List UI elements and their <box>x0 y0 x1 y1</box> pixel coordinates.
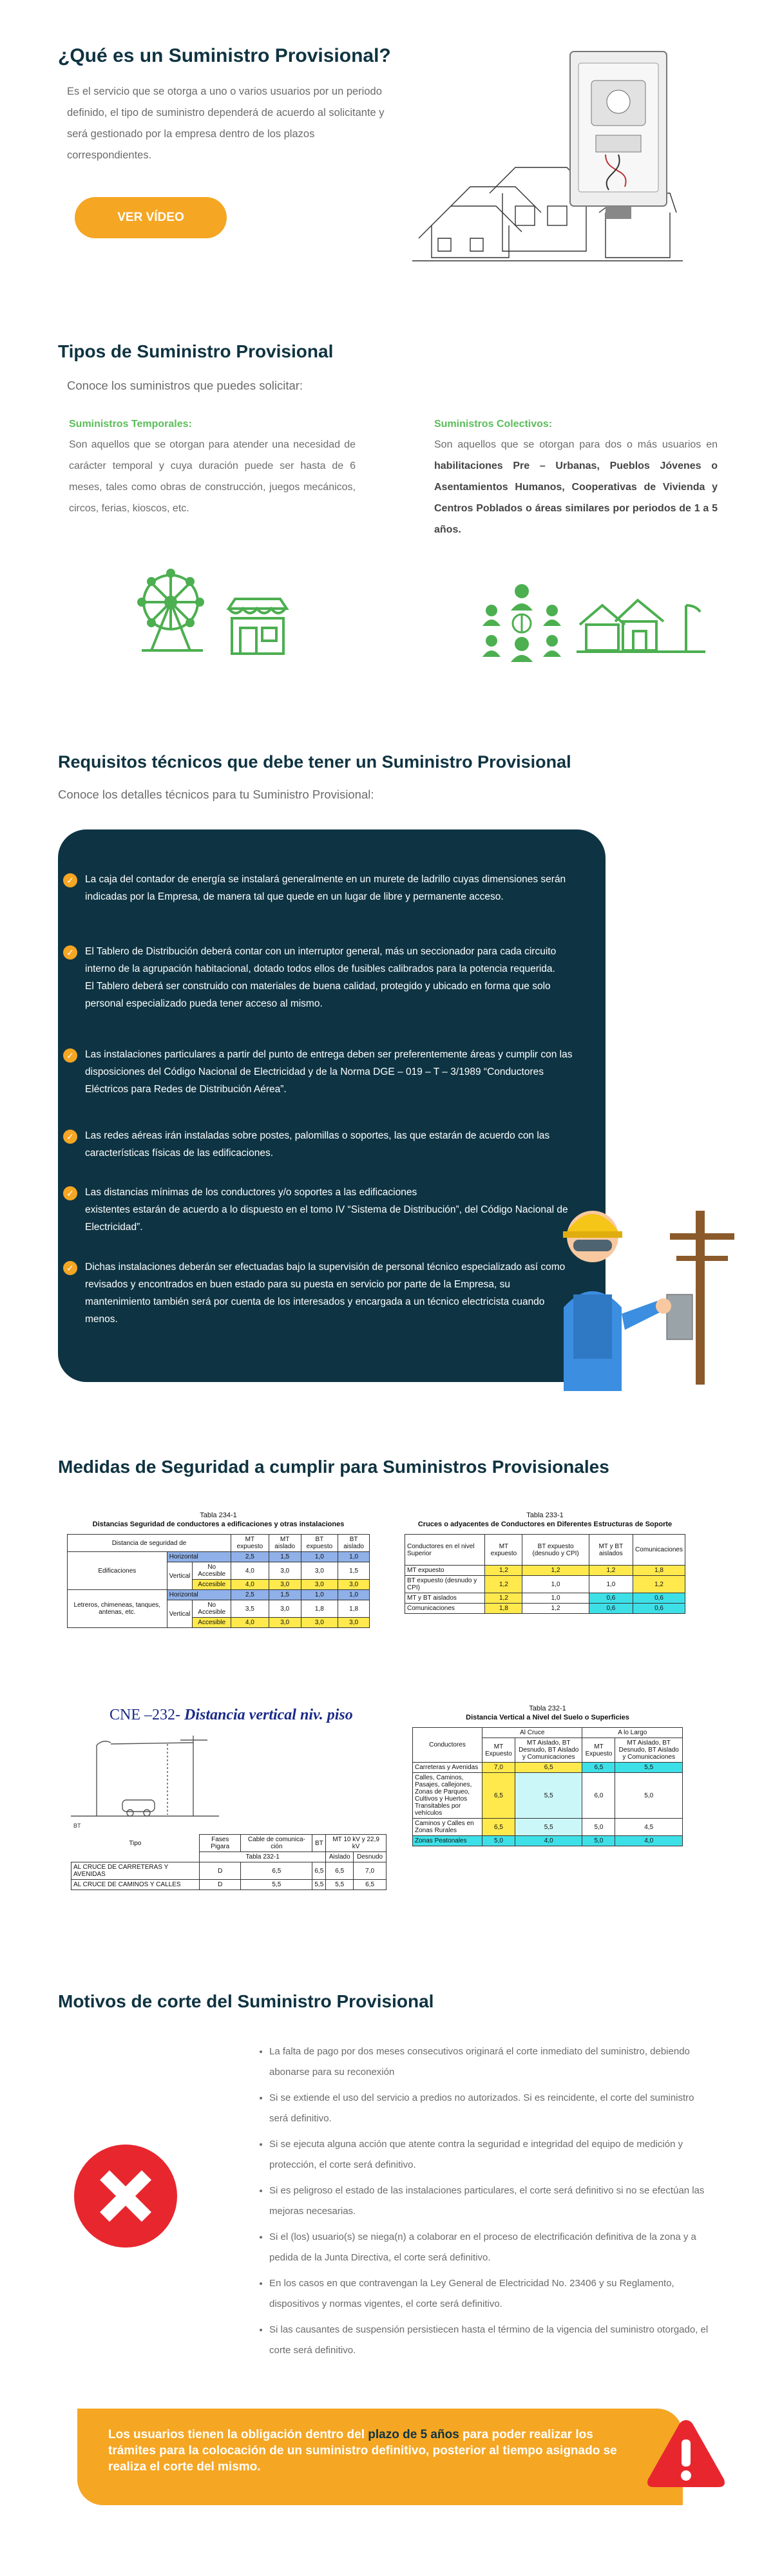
list-item: • En los casos en que contravengan la Ley General de Electricidad No. 23406 y su Reglamento, dispositivos y normas vigentes, el corte será definitivo. <box>269 2273 709 2315</box>
requirements-subtitle: Conoce los detalles técnicos para tu Suministro Provisional: <box>58 788 374 801</box>
hero-description: Es el servicio que se otorga a uno o varios usuarios por un periodo definido, el tipo de suministro dependerá de acuerdo al solicitante y será gestionado por la empresa dentro de los plazos correspondientes. <box>67 86 385 161</box>
list-item: • Si es peligroso el estado de las instalaciones particulares, el corte será definitivo si no se efectúan las mejoras necesarias. <box>269 2181 709 2222</box>
community-people-icon <box>480 580 564 663</box>
street-pole-diagram-icon <box>71 1732 219 1829</box>
houses-streetlight-icon <box>577 592 705 657</box>
hero-title: ¿Qué es un Suministro Provisional? <box>58 45 391 66</box>
table-234-1: Tabla 234-1 Distancias Seguridad de conductores a edificaciones y otras instalaciones Distancia de seguridad de MT expuesto MT aislado BT expuesto BT aislado Edificaciones Horizontal 2,5 1,5 1,0 1,0 Vertical No Accesible 4,0 3,0 3,0 1,5 Accesible 4,0 3,0 3,0 3,0 Letreros, chimeneas, tanques, antenas, etc. Horizontal 2,5 1,5 1,0 1,0 Vertical No Accesible 3,5 3,0 1,8 1,8 Accesible 4,0 3,0 3,0 3,0 <box>67 1511 370 1628</box>
requirements-title: Requisitos técnicos que debe tener un Suministro Provisional <box>58 752 571 772</box>
meter-box-houses-illustration <box>412 45 683 264</box>
temporary-heading: Suministros Temporales: <box>69 419 192 430</box>
requirement-item: ✓ Las instalaciones particulares a partir del punto de entrega deben ser preferentemente áreas y cumplir con las disposiciones del Código Nacional de Electricidad y de la Norma DGE – 019 – T – 3/1989 “Conductores Eléctricos para Redes de Distribución Aérea”. <box>85 1046 575 1098</box>
cne-232-heading: CNE –232- Distancia vertical niv. piso <box>110 1707 353 1723</box>
cne-232-diagram <box>71 1707 386 1900</box>
requirement-item: ✓ Las distancias mínimas de los conductores y/o soportes a las edificaciones existentes estarán de acuerdo a lo dispuesto en el tomo IV “Sistema de Distribución”, del Código Nacional de Electricidad”. <box>85 1184 575 1236</box>
types-title: Tipos de Suministro Provisional <box>58 341 334 361</box>
safety-title: Medidas de Seguridad a cumplir para Suministros Provisionales <box>58 1457 609 1477</box>
types-subtitle: Conoce los suministros que puedes solicitar: <box>67 379 303 392</box>
requirement-item: ✓ Las redes aéreas irán instaladas sobre postes, palomillas o soportes, las que estarán de acuerdo con las características físicas de las edificaciones. <box>85 1127 575 1162</box>
notice-text: Los usuarios tienen la obligación dentro del plazo de 5 años para poder realizar los trámites para la colocación de un suministro definitivo, posterior al tiempo asignado se realiza el corte del mismo. <box>108 2428 617 2474</box>
temporary-supply-block <box>69 419 356 519</box>
watch-video-button[interactable]: VER VÍDEO <box>75 197 227 238</box>
cut-reasons-list <box>258 2041 709 2361</box>
cut-title: Motivos de corte del Suministro Provisional <box>58 1991 434 2011</box>
notice-banner <box>77 2409 683 2505</box>
check-icon: ✓ <box>63 873 77 887</box>
list-item: • Si se extiende el uso del servicio a predios no autorizados. Si es reincidente, el corte del suministro será definitivo. <box>269 2088 709 2129</box>
table-233-1-grid: Conductores en el nivel Superior MT expuesto BT expuesto (desnudo y CPI) MT y BT aislados Comunicaciones MT expuesto 1,2 1,2 1,2 1,8 BT expuesto (desnudo y CPI) 1,2 1,0 1,0 1,2 MT y BT aislados 1,2 1,0 0,6 0,6 Comunicaciones 1,8 1,2 0,6 0,6 <box>405 1534 685 1614</box>
list-item: • Si se ejecuta alguna acción que atente contra la seguridad e integridad del equipo de medición y protección, el corte será definitivo. <box>269 2134 709 2175</box>
check-icon: ✓ <box>63 1261 77 1275</box>
requirement-item: ✓ Dichas instalaciones deberán ser efectuadas bajo la supervisión de personal técnico especializado así como revisados y encontrados en buen estado para su puesta en servicio por parte de la Empresa, su mantenimiento también será por cuenta de los interesados y encargada a un técnico electricista cuando menos. <box>85 1258 575 1328</box>
requirements-card <box>58 829 606 1382</box>
table-232-1-grid: Conductores Al Cruce A lo Largo MT Expuesto MT Aislado, BT Desnudo, BT Aislado y Comunicaciones MT Expuesto MT Aislado, BT Desnudo, BT Aislado y Comunicaciones Carreteras y Avenidas 7,0 6,5 6,5 5,5 Calles, Caminos, Pasajes, callejones, Zonas de Parqueo, Cultivos y Huertos Transitables por vehículos 6,5 5,5 6,0 5,0 Caminos y Calles en Zonas Rurales 6,5 5,5 5,0 4,5 Zonas Peatonales 5,0 4,0 5,0 4,0 <box>412 1727 683 1846</box>
collective-text: Son aquellos que se otorgan para dos o más usuarios en habilitaciones Pre – Urbanas, Pueblos Jóvenes o Asentamientos Humanos, Cooperativas de Vivienda y Centros Poblados o áreas similares por periodos de 1 a 5 años. <box>434 439 718 535</box>
cancel-x-icon <box>71 2141 180 2251</box>
collective-supply-block <box>434 419 718 540</box>
list-item: • Si el (los) usuario(s) se niega(n) a colaborar en el proceso de electrificación definitiva de la zona y a pedida de la Junta Directiva, el corte será definitivo. <box>269 2227 709 2268</box>
table-232-1-small: Tipo Fases Pigara Cable de comunica-ción BT MT 10 kV y 22,9 kV Tabla 232-1 Aislado Desnudo AL CRUCE DE CARRETERAS Y AVENIDAS D 6,5 6,5 6,5 7,0 AL CRUCE DE CAMINOS Y CALLES D 5,5 5,5 5,5 6,5 <box>71 1834 386 1890</box>
warning-icon <box>644 2415 728 2492</box>
requirement-item: ✓ La caja del contador de energía se instalará generalmente en un murete de ladrillo cuyas dimensiones serán indicadas por la Empresa, de manera tal que quede en un lugar de libre y permanente acceso. <box>85 871 575 905</box>
table-234-1-grid: Distancia de seguridad de MT expuesto MT aislado BT expuesto BT aislado Edificaciones Horizontal 2,5 1,5 1,0 1,0 Vertical No Accesible 4,0 3,0 3,0 1,5 Accesible 4,0 3,0 3,0 3,0 Letreros, chimeneas, tanques, antenas, etc. Horizontal 2,5 1,5 1,0 1,0 Vertical No Accesible 3,5 3,0 1,8 1,8 Accesible 4,0 3,0 3,0 3,0 <box>67 1534 370 1628</box>
temporary-text: Son aquellos que se otorgan para atender una necesidad de carácter temporal y cuya duración puede ser hasta de 6 meses, tales como obras de construcción, juegos mecánicos, circos, ferias, kioscos, etc. <box>69 439 356 514</box>
svg-text:BT: BT <box>73 1823 81 1829</box>
requirement-item: ✓ El Tablero de Distribución deberá contar con un interruptor general, más un seccionador para cada circuito interno de la agrupación habitacional, dotado todos ellos de fusibles calibrados para la potencia requerida. El Tablero deberá ser construido con materiales de buena calidad, protegido y ubicado en forma que solo personal especializado pueda tener acceso al mismo. <box>85 943 575 1012</box>
check-icon: ✓ <box>63 1186 77 1200</box>
kiosk-icon <box>222 596 293 660</box>
table-232-1: Tabla 232-1 Distancia Vertical a Nivel del Suelo o Superficies Conductores Al Cruce A lo Largo MT Expuesto MT Aislado, BT Desnudo, BT Aislado y Comunicaciones MT Expuesto MT Aislado, BT Desnudo, BT Aislado y Comunicaciones Carreteras y Avenidas 7,0 6,5 6,5 5,5 Calles, Caminos, Pasajes, callejones, Zonas de Parqueo, Cultivos y Huertos Transitables por vehículos 6,5 5,5 6,0 5,0 Caminos y Calles en Zonas Rurales 6,5 5,5 5,0 4,5 Zonas Peatonales 5,0 4,0 5,0 4,0 <box>412 1704 683 1846</box>
ferris-wheel-icon <box>126 560 222 657</box>
check-icon: ✓ <box>63 1130 77 1144</box>
check-icon: ✓ <box>63 945 77 960</box>
list-item: • Si las causantes de suspensión persistiecen hasta el término de la vigencia del suministro otorgado, el corte será definitivo. <box>269 2320 709 2361</box>
list-item: • La falta de pago por dos meses consecutivos originará el corte inmediato del suministro, debiendo abonarse para su reconexión <box>269 2041 709 2083</box>
electrician-illustration <box>554 1198 747 1391</box>
check-icon: ✓ <box>63 1048 77 1063</box>
table-233-1: Tabla 233-1 Cruces o adyacentes de Conductores en Diferentes Estructuras de Soporte Conductores en el nivel Superior MT expuesto BT expuesto (desnudo y CPI) MT y BT aislados Comunicaciones MT expuesto 1,2 1,2 1,2 1,8 BT expuesto (desnudo y CPI) 1,2 1,0 1,0 1,2 MT y BT aislados 1,2 1,0 0,6 0,6 Comunicaciones 1,8 1,2 0,6 0,6 <box>405 1511 685 1614</box>
collective-heading: Suministros Colectivos: <box>434 419 553 430</box>
